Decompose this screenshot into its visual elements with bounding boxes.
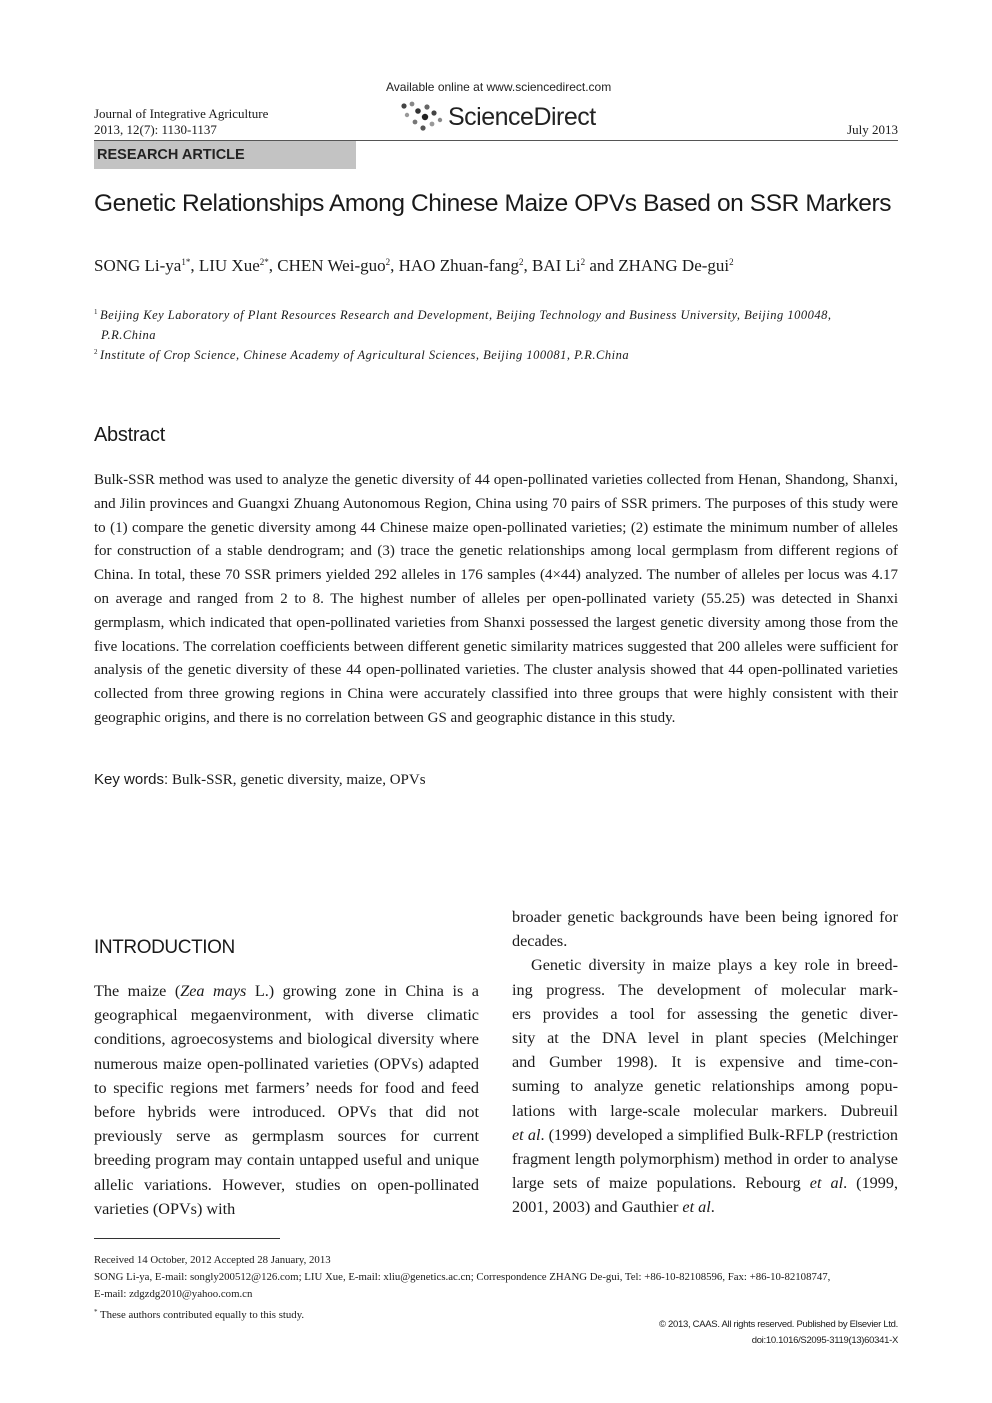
author-separator: , — [268, 256, 278, 275]
available-online-note: Available online at www.sciencedirect.com — [386, 80, 612, 94]
affiliation-text: Institute of Crop Science, Chinese Academy of Agricultural Sciences, Beijing 100081, P.R.China — [100, 348, 630, 362]
text-line: Genetic diversity in maize plays a key role in breed- — [531, 956, 898, 975]
introduction-heading: INTRODUCTION — [94, 937, 235, 958]
keywords-label: Key words: — [94, 771, 169, 788]
journal-name: Journal of Integrative Agriculture — [94, 106, 269, 121]
sciencedirect-dots-icon — [398, 100, 444, 134]
issue-date: July 2013 — [847, 122, 898, 137]
copyright-line: © 2013, CAAS. All rights reserved. Published by Elsevier Ltd. — [659, 1319, 898, 1330]
author-affiliation-mark: 2* — [259, 257, 269, 267]
author-list — [94, 256, 734, 276]
affiliation-number: 2 — [94, 348, 98, 356]
article-title: Genetic Relationships Among Chinese Maize OPVs Based on SSR Markers — [94, 190, 892, 217]
footnote-divider — [94, 1238, 280, 1239]
intro-column-left — [94, 979, 479, 1221]
et-al: et al — [512, 1125, 541, 1144]
author-affiliation-mark: 2 — [580, 257, 586, 267]
text-run: . — [710, 1198, 715, 1217]
received-dates: Received 14 October, 2012 Accepted 28 January, 2013 — [94, 1254, 331, 1266]
journal-issue: 2013, 12(7): 1130-1137 — [94, 122, 217, 137]
journal-citation — [94, 106, 268, 138]
text-line: ers provides a tool for assessing the genetic diver- — [512, 1004, 898, 1023]
affiliation-1 — [94, 302, 898, 345]
intro-paragraph-1-cont: broader genetic backgrounds have been being ignored for decades. — [512, 908, 898, 951]
author-separator: , — [390, 256, 399, 275]
abstract-heading: Abstract — [94, 424, 165, 446]
author-separator: , — [190, 256, 199, 275]
affiliation-text-cont: P.R.China — [101, 328, 156, 342]
author-name: SONG Li-ya — [94, 256, 182, 275]
author-affiliation-mark: 2 — [519, 257, 524, 267]
contact-email: E-mail: zdgzdg2010@yahoo.com.cn — [94, 1288, 253, 1300]
author-name: BAI Li — [532, 256, 581, 275]
footnote-text: These authors contributed equally to this study. — [97, 1309, 305, 1321]
text-line: lations with large-scale molecular markers. Dubreuil — [512, 1101, 898, 1120]
species-name: Zea mays — [180, 982, 247, 1000]
sciencedirect-logo — [398, 100, 596, 134]
keywords-list: Bulk-SSR, genetic diversity, maize, OPVs — [171, 772, 426, 788]
intro-paragraph-2 — [512, 953, 898, 1122]
et-al: et al — [809, 1174, 844, 1193]
equal-contribution-note — [94, 1304, 304, 1324]
contact-info: SONG Li-ya, E-mail: songly200512@126.com; LIU Xue, E-mail: xliu@genetics.ac.cn; Correspondence ZHANG De-gui, Tel: +86-10-82108596, Fax: +86-10-82108747, — [94, 1271, 831, 1283]
author-name: CHEN Wei-guo — [277, 256, 386, 275]
et-al: et al — [682, 1198, 711, 1217]
affiliation-number: 1 — [94, 308, 98, 316]
text-line: sity at the DNA level in plant species (Melchinger — [512, 1029, 898, 1048]
sciencedirect-wordmark: ScienceDirect — [448, 102, 596, 131]
author-name: LIU Xue — [198, 256, 260, 275]
intro-column-right — [512, 905, 898, 1220]
text-run: The maize ( — [94, 982, 181, 1000]
author-affiliation-mark: 2 — [385, 257, 391, 267]
footnote-mark: * — [94, 1308, 98, 1316]
affiliation-2 — [94, 342, 898, 365]
text-line: ing progress. The development of molecular mark- — [512, 980, 898, 999]
copyright-block — [659, 1317, 898, 1349]
abstract-text: Bulk-SSR method was used to analyze the genetic diversity of 44 open-pollinated varieties collected from Henan, Shandong, Shanxi, and Jilin provinces and Guangxi Zhuang Autonomous Region, China using 70 pairs of SSR primers. The purposes of this study were to (1) compare the genetic diversity among 44 Chinese maize open-pollinated varieties; (2) estimate the minimum number of alleles for construction of a stable dendrogram; and (3) trace the genetic relationships among local germplasm from different regions of China. In total, these 70 SSR primers yielded 292 alleles in 176 samples (4×44) analyzed. The number of alleles per locus was 4.17 on average and ranged from 2 to 8. The highest number of alleles per open-pollinated variety (55.25) was detected in Shanxi germplasm, which indicated that open-pollinated varieties from Shanxi possessed the largest genetic diversity among those from the five locations. The correlation coefficients between different genetic similarity matrices suggested that 200 alleles were sufficient for analysis of the genetic diversity of these 44 open-pollinated varieties. The cluster analysis showed that 44 open-pollinated varieties collected from three growing regions in China were accurately classified into three groups that were highly consistent with their geographic origins, and there is no correlation between GS and geographic distance in this study. — [94, 472, 898, 726]
text-run: L.) growing zone in China is a geographical megaenvironment, with diverse climatic conditions, agroecosystems and biological diversity where numerous maize open-pollinated varieties (OPVs) adapted to specific regions met farmers’ needs for food and feed before hybrids were introduced. OPVs that did not previously serve as germplasm sources for current breeding program may contain untapped useful and unique allelic variations. However, studies on open-pollinated varieties (OPVs) with — [94, 982, 479, 1218]
intro-paragraph-1 — [94, 979, 479, 1221]
author-name: HAO Zhuan-fang — [398, 256, 519, 275]
text-line: suming to analyze genetic relationships among popu- — [512, 1077, 898, 1096]
author-affiliation-mark: 2 — [729, 257, 734, 267]
article-type-banner: RESEARCH ARTICLE — [94, 141, 356, 169]
author-affiliation-mark: 1* — [181, 257, 191, 267]
author-separator: , — [523, 256, 532, 275]
author-separator: and — [585, 256, 619, 275]
intro-paragraph-2-cont — [512, 1123, 898, 1220]
text-run: . (1999, 2001, 2003) and Gauthier — [512, 1174, 898, 1217]
keywords — [94, 771, 426, 789]
affiliation-text: Beijing Key Laboratory of Plant Resources Research and Development, Beijing Technology and Business University, Beijing 100048, — [100, 308, 832, 322]
doi: doi:10.1016/S2095-3119(13)60341-X — [751, 1335, 898, 1346]
author-name: ZHANG De-gui — [618, 256, 730, 275]
text-run: . (1999) developed a simplified Bulk-RFLP (restriction fragment length polymorphism) method in order to analyse large sets of maize populations. Rebourg — [512, 1125, 899, 1193]
text-line: and Gumber 1998). It is expensive and time-con- — [512, 1053, 898, 1072]
